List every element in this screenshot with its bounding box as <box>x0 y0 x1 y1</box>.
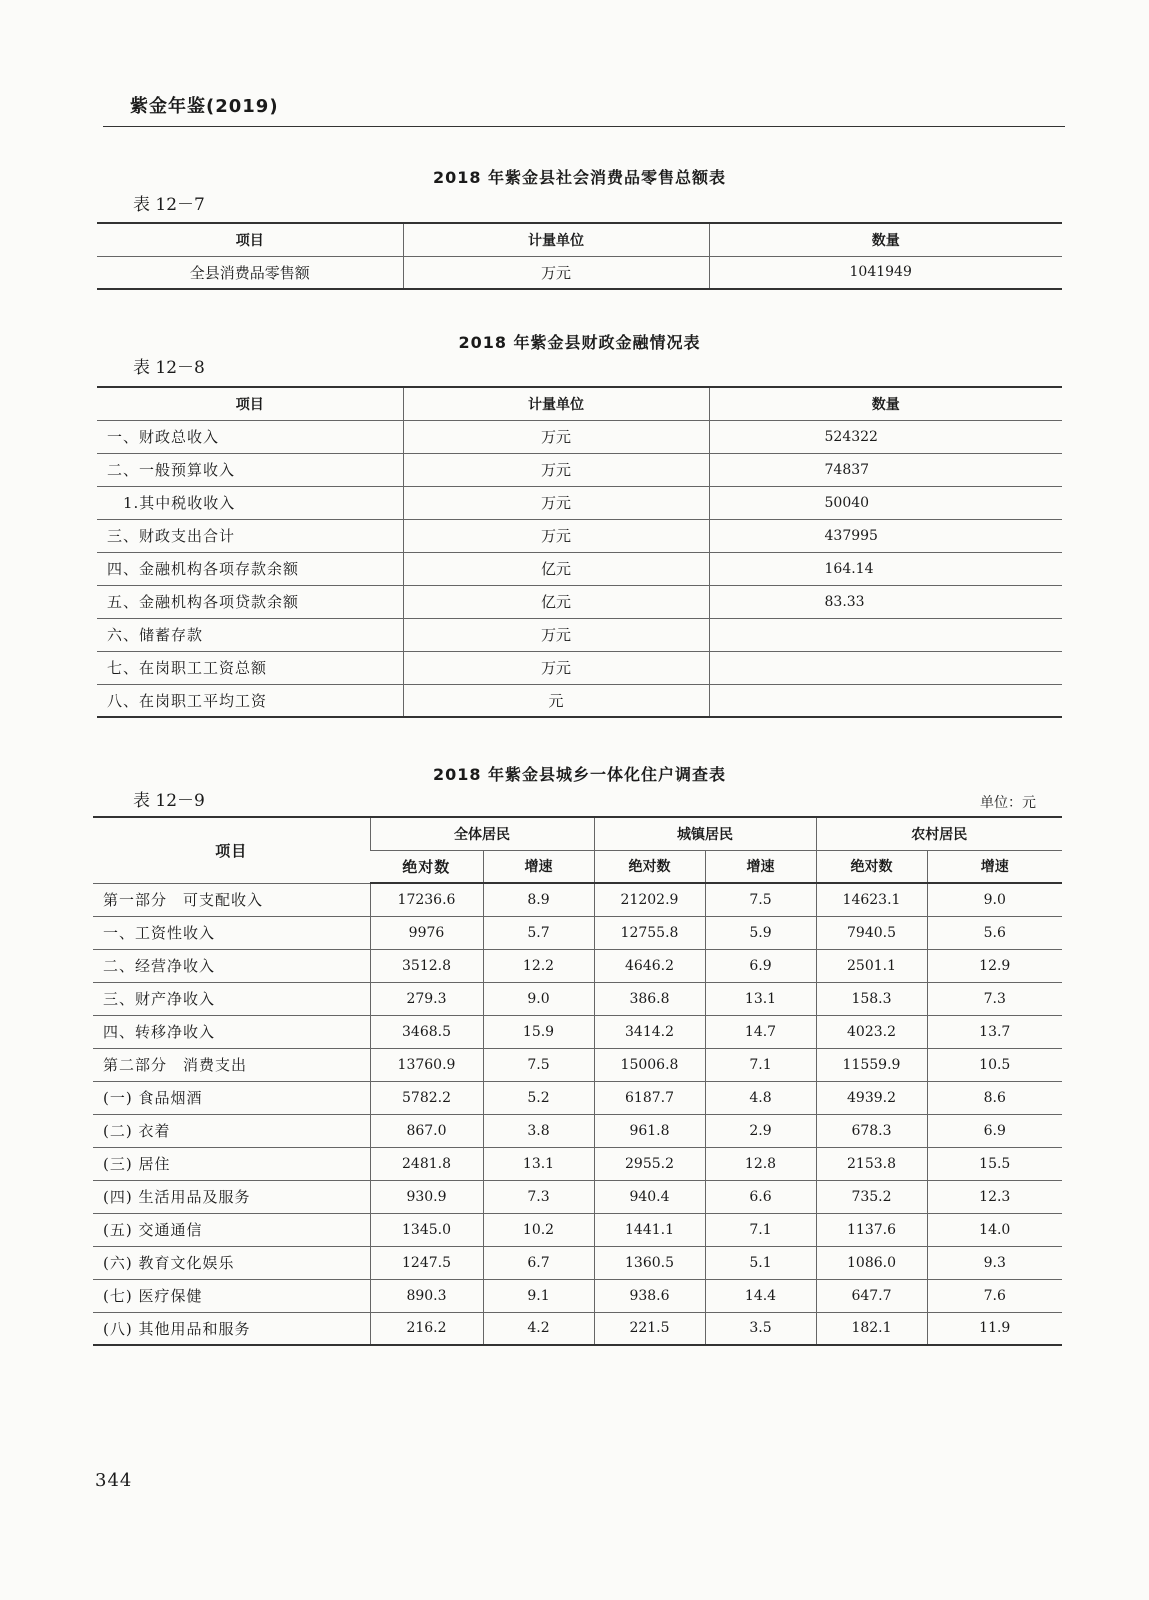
row-label: 八、在岗职工平均工资 <box>97 684 403 717</box>
sub-header-growth: 增速 <box>927 850 1062 883</box>
rural-growth: 10.5 <box>927 1048 1062 1081</box>
urban-growth: 4.8 <box>705 1081 816 1114</box>
rural-growth: 15.5 <box>927 1147 1062 1180</box>
urban-growth: 7.1 <box>705 1048 816 1081</box>
column-header-item: 项目 <box>97 223 403 256</box>
row-label: 第二部分 消费支出 <box>93 1048 370 1081</box>
urban-growth: 13.1 <box>705 982 816 1015</box>
row-label: 二、经营净收入 <box>93 949 370 982</box>
row-label: 一、工资性收入 <box>93 916 370 949</box>
row-label: 六、储蓄存款 <box>97 618 403 651</box>
urban-growth: 14.7 <box>705 1015 816 1048</box>
row-quantity: 524322 <box>709 420 1062 453</box>
rural-growth: 12.3 <box>927 1180 1062 1213</box>
table-row <box>93 1114 1062 1147</box>
all-growth: 5.7 <box>483 916 594 949</box>
row-unit: 万元 <box>403 651 709 684</box>
all-growth: 7.5 <box>483 1048 594 1081</box>
row-quantity: 50040 <box>709 486 1062 519</box>
row-label: (三) 居住 <box>93 1147 370 1180</box>
all-absolute: 9976 <box>370 916 483 949</box>
urban-growth: 6.9 <box>705 949 816 982</box>
row-quantity <box>709 684 1062 717</box>
all-growth: 3.8 <box>483 1114 594 1147</box>
rural-absolute: 647.7 <box>816 1279 927 1312</box>
urban-absolute: 940.4 <box>594 1180 705 1213</box>
row-unit: 元 <box>403 684 709 717</box>
rural-growth: 9.0 <box>927 883 1062 916</box>
urban-growth: 5.9 <box>705 916 816 949</box>
row-label: (一) 食品烟酒 <box>93 1081 370 1114</box>
running-title: 紫金年鉴(2019) <box>130 96 279 117</box>
row-unit: 万元 <box>403 256 709 289</box>
rural-growth: 13.7 <box>927 1015 1062 1048</box>
all-absolute: 867.0 <box>370 1114 483 1147</box>
table-row <box>97 618 1062 651</box>
urban-growth: 5.1 <box>705 1246 816 1279</box>
table-row <box>93 949 1062 982</box>
all-absolute: 279.3 <box>370 982 483 1015</box>
table-12-9 <box>93 816 1062 1346</box>
all-absolute: 3468.5 <box>370 1015 483 1048</box>
rural-absolute: 7940.5 <box>816 916 927 949</box>
table-row <box>93 1147 1062 1180</box>
urban-absolute: 3414.2 <box>594 1015 705 1048</box>
row-quantity <box>709 651 1062 684</box>
rural-absolute: 2501.1 <box>816 949 927 982</box>
all-growth: 10.2 <box>483 1213 594 1246</box>
rural-growth: 14.0 <box>927 1213 1062 1246</box>
all-growth: 13.1 <box>483 1147 594 1180</box>
table-row <box>97 486 1062 519</box>
table-row <box>97 256 1062 289</box>
all-growth: 8.9 <box>483 883 594 916</box>
group-header-rural-residents: 农村居民 <box>816 817 1062 850</box>
table-row <box>93 1180 1062 1213</box>
table-12-7 <box>97 222 1062 290</box>
row-quantity <box>709 618 1062 651</box>
urban-growth: 2.9 <box>705 1114 816 1147</box>
rural-absolute: 2153.8 <box>816 1147 927 1180</box>
all-growth: 9.0 <box>483 982 594 1015</box>
table-row <box>93 982 1062 1015</box>
rural-absolute: 158.3 <box>816 982 927 1015</box>
row-label: 三、财产净收入 <box>93 982 370 1015</box>
rural-absolute: 1137.6 <box>816 1213 927 1246</box>
urban-absolute: 15006.8 <box>594 1048 705 1081</box>
urban-growth: 3.5 <box>705 1312 816 1345</box>
all-absolute: 5782.2 <box>370 1081 483 1114</box>
row-quantity: 74837 <box>709 453 1062 486</box>
table-row <box>97 684 1062 717</box>
rural-growth: 6.9 <box>927 1114 1062 1147</box>
urban-absolute: 1360.5 <box>594 1246 705 1279</box>
row-label: 七、在岗职工工资总额 <box>97 651 403 684</box>
row-label: (七) 医疗保健 <box>93 1279 370 1312</box>
urban-absolute: 2955.2 <box>594 1147 705 1180</box>
table-row <box>97 585 1062 618</box>
row-unit: 万元 <box>403 618 709 651</box>
table-12-8 <box>97 386 1062 718</box>
urban-absolute: 12755.8 <box>594 916 705 949</box>
table-row <box>97 453 1062 486</box>
rural-absolute: 14623.1 <box>816 883 927 916</box>
row-label: (五) 交通通信 <box>93 1213 370 1246</box>
rural-growth: 5.6 <box>927 916 1062 949</box>
row-unit: 万元 <box>403 453 709 486</box>
sub-header-absolute: 绝对数 <box>370 850 483 883</box>
row-unit: 万元 <box>403 519 709 552</box>
column-header-item: 项目 <box>97 387 403 420</box>
urban-absolute: 4646.2 <box>594 949 705 982</box>
page-number: 344 <box>95 1470 133 1491</box>
all-growth: 7.3 <box>483 1180 594 1213</box>
row-label: (六) 教育文化娱乐 <box>93 1246 370 1279</box>
all-absolute: 1345.0 <box>370 1213 483 1246</box>
urban-absolute: 938.6 <box>594 1279 705 1312</box>
row-label: 全县消费品零售额 <box>97 256 403 289</box>
rural-growth: 7.6 <box>927 1279 1062 1312</box>
column-header-item: 项目 <box>93 817 370 883</box>
all-absolute: 890.3 <box>370 1279 483 1312</box>
header-rule <box>103 126 1065 127</box>
all-absolute: 2481.8 <box>370 1147 483 1180</box>
row-quantity: 1041949 <box>709 256 1062 289</box>
group-header-row <box>93 817 1062 850</box>
urban-growth: 14.4 <box>705 1279 816 1312</box>
table-12-8-title: 2018 年紫金县财政金融情况表 <box>458 333 701 352</box>
table-header-row <box>97 223 1062 256</box>
all-absolute: 3512.8 <box>370 949 483 982</box>
rural-growth: 11.9 <box>927 1312 1062 1345</box>
all-growth: 4.2 <box>483 1312 594 1345</box>
row-label: (二) 衣着 <box>93 1114 370 1147</box>
row-label: 第一部分 可支配收入 <box>93 883 370 916</box>
rural-absolute: 678.3 <box>816 1114 927 1147</box>
all-absolute: 17236.6 <box>370 883 483 916</box>
urban-absolute: 6187.7 <box>594 1081 705 1114</box>
rural-absolute: 1086.0 <box>816 1246 927 1279</box>
row-unit: 亿元 <box>403 552 709 585</box>
rural-growth: 12.9 <box>927 949 1062 982</box>
urban-growth: 7.1 <box>705 1213 816 1246</box>
row-unit: 万元 <box>403 420 709 453</box>
table-12-8-number: 表 12－8 <box>133 358 205 378</box>
table-row <box>93 916 1062 949</box>
urban-growth: 12.8 <box>705 1147 816 1180</box>
group-header-all-residents: 全体居民 <box>370 817 594 850</box>
table-12-9-title: 2018 年紫金县城乡一体化住户调查表 <box>432 765 727 784</box>
urban-absolute: 221.5 <box>594 1312 705 1345</box>
all-absolute: 13760.9 <box>370 1048 483 1081</box>
table-row <box>97 651 1062 684</box>
rural-absolute: 735.2 <box>816 1180 927 1213</box>
all-absolute: 216.2 <box>370 1312 483 1345</box>
table-row <box>93 883 1062 916</box>
row-label: 二、一般预算收入 <box>97 453 403 486</box>
row-label: 三、财政支出合计 <box>97 519 403 552</box>
table-row <box>93 1279 1062 1312</box>
row-label: (四) 生活用品及服务 <box>93 1180 370 1213</box>
rural-absolute: 4939.2 <box>816 1081 927 1114</box>
column-header-unit: 计量单位 <box>403 387 709 420</box>
rural-growth: 7.3 <box>927 982 1062 1015</box>
column-header-unit: 计量单位 <box>403 223 709 256</box>
rural-growth: 8.6 <box>927 1081 1062 1114</box>
unit-note: 单位：元 <box>980 795 1036 811</box>
row-quantity: 164.14 <box>709 552 1062 585</box>
rural-growth: 9.3 <box>927 1246 1062 1279</box>
all-growth: 5.2 <box>483 1081 594 1114</box>
sub-header-absolute: 绝对数 <box>816 850 927 883</box>
rural-absolute: 182.1 <box>816 1312 927 1345</box>
all-absolute: 930.9 <box>370 1180 483 1213</box>
group-header-urban-residents: 城镇居民 <box>594 817 816 850</box>
sub-header-growth: 增速 <box>483 850 594 883</box>
rural-absolute: 11559.9 <box>816 1048 927 1081</box>
row-label: 五、金融机构各项贷款余额 <box>97 585 403 618</box>
urban-absolute: 21202.9 <box>594 883 705 916</box>
urban-absolute: 1441.1 <box>594 1213 705 1246</box>
all-absolute: 1247.5 <box>370 1246 483 1279</box>
row-quantity: 83.33 <box>709 585 1062 618</box>
table-row <box>93 1246 1062 1279</box>
column-header-quantity: 数量 <box>709 387 1062 420</box>
table-12-7-title: 2018 年紫金县社会消费品零售总额表 <box>432 168 727 187</box>
rural-absolute: 4023.2 <box>816 1015 927 1048</box>
table-header-row <box>97 387 1062 420</box>
row-unit: 亿元 <box>403 585 709 618</box>
urban-growth: 6.6 <box>705 1180 816 1213</box>
column-header-quantity: 数量 <box>709 223 1062 256</box>
urban-growth: 7.5 <box>705 883 816 916</box>
all-growth: 6.7 <box>483 1246 594 1279</box>
row-label: 四、转移净收入 <box>93 1015 370 1048</box>
all-growth: 15.9 <box>483 1015 594 1048</box>
sub-header-absolute: 绝对数 <box>594 850 705 883</box>
table-row <box>93 1048 1062 1081</box>
all-growth: 12.2 <box>483 949 594 982</box>
table-12-9-number: 表 12－9 <box>133 791 205 811</box>
row-label: 四、金融机构各项存款余额 <box>97 552 403 585</box>
table-row <box>93 1312 1062 1345</box>
table-12-7-number: 表 12－7 <box>133 195 205 215</box>
all-growth: 9.1 <box>483 1279 594 1312</box>
row-label: 1.其中税收收入 <box>97 486 403 519</box>
row-unit: 万元 <box>403 486 709 519</box>
table-row <box>93 1081 1062 1114</box>
table-row <box>93 1015 1062 1048</box>
table-row <box>97 519 1062 552</box>
table-row <box>93 1213 1062 1246</box>
row-quantity: 437995 <box>709 519 1062 552</box>
table-row <box>97 552 1062 585</box>
urban-absolute: 961.8 <box>594 1114 705 1147</box>
row-label: 一、财政总收入 <box>97 420 403 453</box>
table-row <box>97 420 1062 453</box>
urban-absolute: 386.8 <box>594 982 705 1015</box>
row-label: (八) 其他用品和服务 <box>93 1312 370 1345</box>
sub-header-growth: 增速 <box>705 850 816 883</box>
